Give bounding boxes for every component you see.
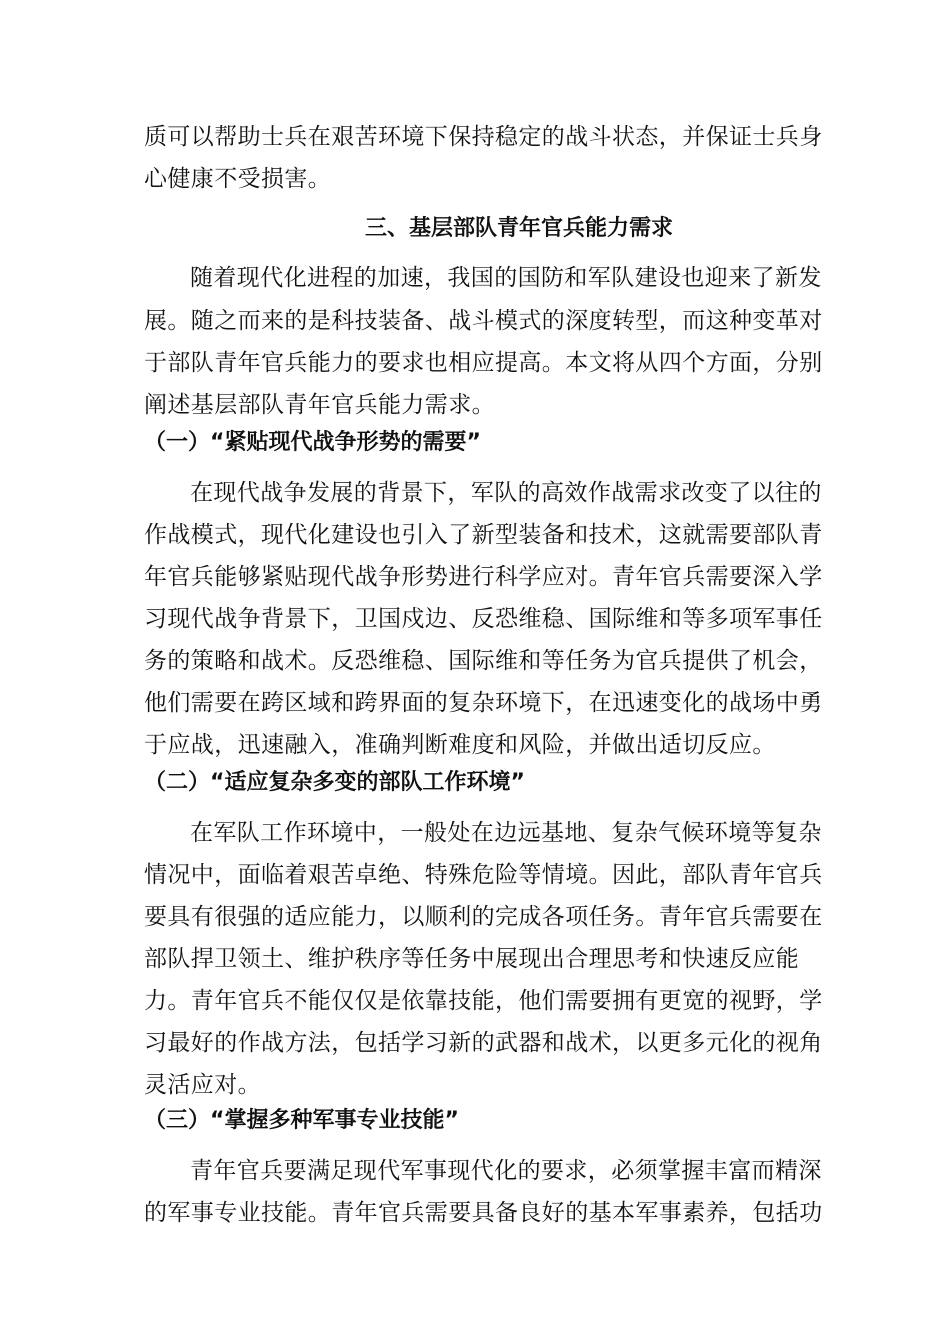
- paragraph-line: 于应战，迅速融入，准确判断难度和风险，并做出适切反应。: [144, 732, 776, 758]
- paragraph-line: 质可以帮助士兵在艰苦环境下保持稳定的战斗状态，并保证士兵身: [144, 124, 823, 150]
- paragraph-line: 年官兵能够紧贴现代战争形势进行科学应对。青年官兵需要深入学: [144, 564, 823, 590]
- paragraph-line: 在军队工作环境中，一般处在边远基地、复杂气候环境等复杂: [190, 820, 822, 846]
- paragraph-line: 的军事专业技能。青年官兵需要具备良好的基本军事素养，包括功: [144, 1200, 823, 1226]
- subsection-heading: （一）“紧贴现代战争形势的需要”: [144, 430, 481, 455]
- paragraph-line: 随着现代化进程的加速，我国的国防和军队建设也迎来了新发: [190, 265, 822, 291]
- paragraph-line: 于部队青年官兵能力的要求也相应提高。本文将从四个方面，分别: [144, 350, 823, 376]
- paragraph-line: 习最好的作战方法，包括学习新的武器和战术，以更多元化的视角: [144, 1030, 823, 1056]
- paragraph-line: 力。青年官兵不能仅仅是依靠技能，他们需要拥有更宽的视野，学: [144, 988, 823, 1014]
- paragraph-line: 心健康不受损害。: [144, 166, 332, 192]
- section-heading: 三、基层部队青年官兵能力需求: [364, 216, 673, 241]
- paragraph-line: 作战模式，现代化建设也引入了新型装备和技术，这就需要部队青: [144, 522, 823, 548]
- paragraph-line: 情况中，面临着艰苦卓绝、特殊危险等情境。因此，部队青年官兵: [144, 862, 823, 888]
- subsection-heading: （三）“掌握多种军事专业技能”: [144, 1108, 459, 1133]
- paragraph-line: 习现代战争背景下，卫国戍边、反恐维稳、国际维和等多项军事任: [144, 606, 823, 632]
- paragraph-line: 展。随之而来的是科技装备、战斗模式的深度转型，而这种变革对: [144, 308, 823, 334]
- paragraph-line: 阐述基层部队青年官兵能力需求。: [144, 392, 495, 418]
- paragraph-line: 务的策略和战术。反恐维稳、国际维和等任务为官兵提供了机会，: [144, 648, 823, 674]
- subsection-heading: （二）“适应复杂多变的部队工作环境”: [144, 770, 525, 795]
- paragraph-line: 他们需要在跨区域和跨界面的复杂环境下，在迅速变化的战场中勇: [144, 690, 823, 716]
- paragraph-line: 青年官兵要满足现代军事现代化的要求，必须掌握丰富而精深: [190, 1158, 822, 1184]
- paragraph-line: 要具有很强的适应能力，以顺利的完成各项任务。青年官兵需要在: [144, 904, 823, 930]
- paragraph-line: 在现代战争发展的背景下，军队的高效作战需求改变了以往的: [190, 480, 822, 506]
- paragraph-line: 部队捍卫领土、维护秩序等任务中展现出合理思考和快速反应能: [144, 946, 800, 972]
- paragraph-line: 灵活应对。: [144, 1072, 261, 1098]
